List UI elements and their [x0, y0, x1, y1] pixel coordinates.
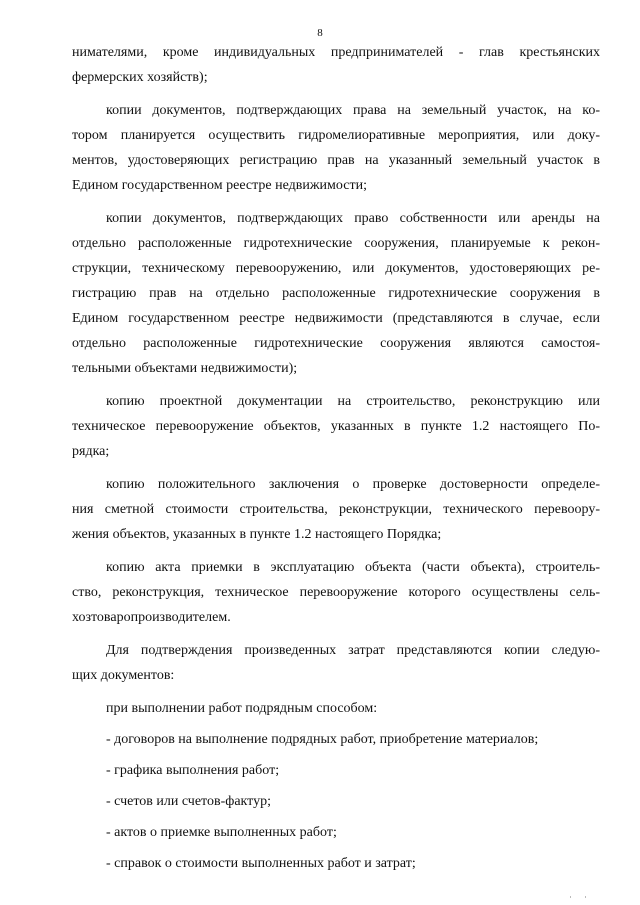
list-item: - графика выполнения работ;: [106, 763, 280, 778]
list-item: - договоров на выполнение подрядных работ, приобретение материалов;: [106, 732, 539, 747]
list-item: - актов о приемке выполненных работ;: [106, 825, 337, 840]
list-item: при выполнении работ подрядным способом:: [106, 701, 378, 716]
text-line: копии документов, подтверждающих право собственности или аренды на: [106, 211, 600, 226]
paragraph-continuation: [72, 40, 600, 90]
text-line: Едином государственном реестре недвижимости;: [72, 178, 367, 193]
scan-mark: [570, 896, 586, 898]
text-line: ния сметной стоимости строительства, реконструкции, технического перевоору-: [72, 502, 600, 517]
text-line: тельными объектами недвижимости);: [72, 361, 298, 376]
text-line: жения объектов, указанных в пункте 1.2 настоящего Порядка;: [72, 527, 442, 542]
paragraph-land-documents: [72, 98, 600, 198]
text-line: копию проектной документации на строительство, реконструкцию или: [106, 394, 600, 409]
text-line: техническое перевооружение объектов, указанных в пункте 1.2 настоящего По-: [72, 419, 600, 434]
paragraph-expense-confirmation: [72, 638, 600, 688]
text-line: отдельно расположенные гидротехнические сооружения являются самостоя-: [72, 336, 600, 351]
document-body: [72, 40, 600, 882]
paragraph-project-documentation: [72, 389, 600, 464]
text-line: Едином государственном реестре недвижимости (представляются в случае, если: [72, 311, 600, 326]
text-line: струкции, техническому перевооружению, или документов, удостоверяющих ре-: [72, 261, 600, 276]
text-line: копию положительного заключения о проверке достоверности определе-: [106, 477, 600, 492]
text-line: отдельно расположенные гидротехнические сооружения, планируемые к рекон-: [72, 236, 600, 251]
text-line: ство, реконструкция, техническое перевооружение которого осуществлены сель-: [72, 585, 600, 600]
text-line: хозтоваропроизводителем.: [72, 610, 231, 625]
list-item: - счетов или счетов-фактур;: [106, 794, 271, 809]
page-number: 8: [317, 27, 323, 39]
text-line: копии документов, подтверждающих права на земельный участок, на ко-: [106, 103, 600, 118]
paragraph-ownership-documents: [72, 206, 600, 381]
text-line: нимателями, кроме индивидуальных предпринимателей - глав крестьянских: [72, 45, 600, 60]
text-line: фермерских хозяйств);: [72, 70, 208, 85]
text-line: щих документов:: [72, 668, 175, 683]
text-line: гистрацию прав на отдельно расположенные гидротехнические сооружения в: [72, 286, 600, 301]
text-line: тором планируется осуществить гидромелиоративные мероприятия, или доку-: [72, 128, 600, 143]
text-line: рядка;: [72, 444, 110, 459]
text-line: Для подтверждения произведенных затрат представляются копии следую-: [106, 643, 600, 658]
paragraph-positive-conclusion: [72, 472, 600, 547]
list-item: - справок о стоимости выполненных работ и затрат;: [106, 856, 416, 871]
text-line: ментов, удостоверяющих регистрацию прав на указанный земельный участок в: [72, 153, 600, 168]
paragraph-acceptance-act: [72, 555, 600, 630]
text-line: копию акта приемки в эксплуатацию объекта (части объекта), строитель-: [106, 560, 600, 575]
